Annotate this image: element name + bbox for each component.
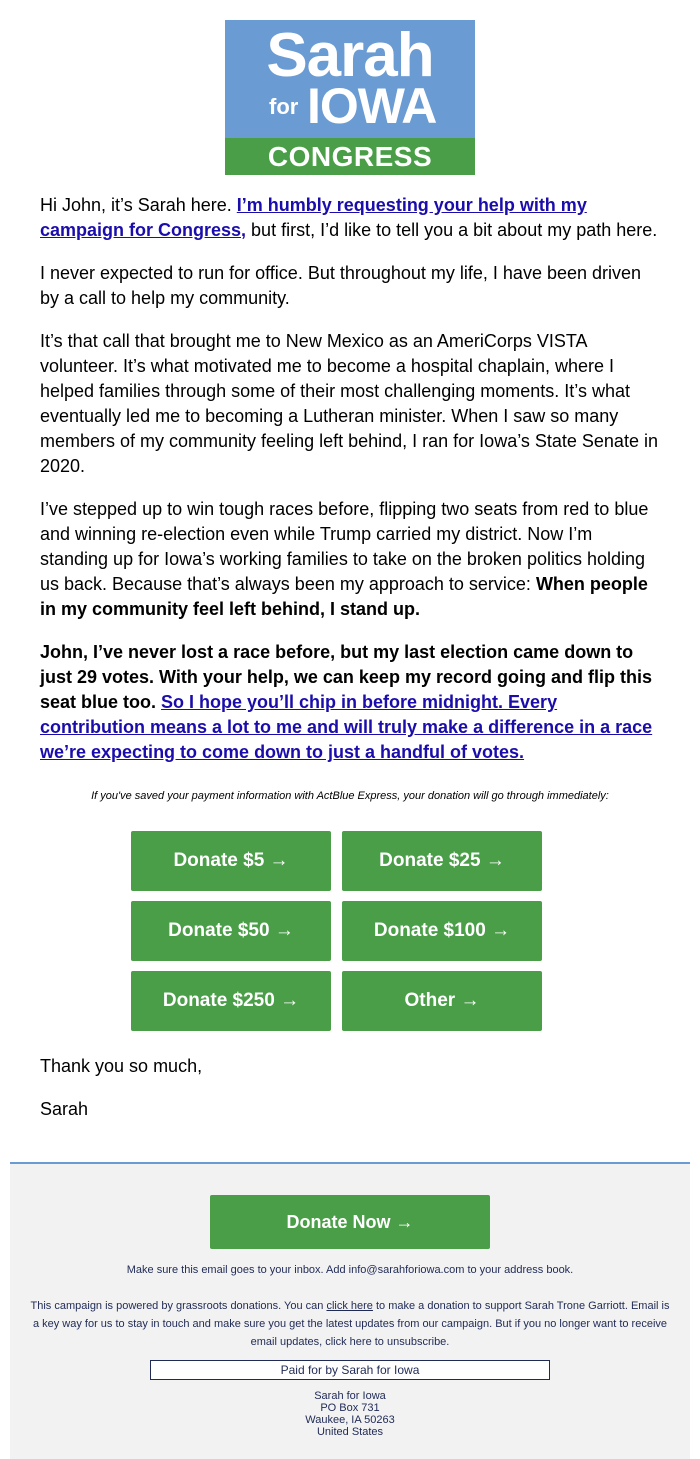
click-here-link[interactable]: click here [326,1300,373,1312]
paragraph-ask [40,640,662,765]
paragraph-record [40,497,662,622]
powered-by-note [30,1297,670,1351]
donate-25-button[interactable]: Donate $25 → [342,831,542,891]
inbox-note: Make sure this email goes to your inbox. Add info@sarahforiowa.com to your address book. [126,1264,574,1276]
record-text: I’ve stepped up to win tough races before, flipping two seats from red to blue and winning re-election even while Trump carried my district. Now I’m standing up for Iowa’s working families to take on the broken politics holding us back. Because that’s always been my approach to service: [40,499,649,594]
donate-5-button[interactable]: Donate $5 → [131,831,331,891]
intro-paragraph [40,193,662,243]
address-line-4: United States [316,1426,384,1438]
intro-text-end: but first, I’d like to tell you a bit about my path here. [246,220,658,240]
donate-50-button[interactable]: Donate $50 → [131,901,331,961]
paid-for-box: Paid for by Sarah for Iowa [150,1360,550,1380]
ask-bold-text: John, I’ve never lost a race before, but my last election came down to just 29 votes. With your help, we can keep my record going and flip this seat blue too. [40,642,652,712]
logo-iowa: IOWA [307,78,437,134]
logo-for: for [269,94,299,119]
address-line-3: Waukee, IA 50263 [305,1414,395,1426]
address-line-1: Sarah for Iowa [314,1390,386,1402]
email-footer [10,1162,690,1459]
signoff: Thank you so much, [40,1056,203,1076]
donate-now-button[interactable]: Donate Now → [210,1195,490,1249]
address-line-2: PO Box 731 [320,1402,380,1414]
intro-text: Hi John, it’s Sarah here. [40,195,237,215]
request-help-link[interactable]: I’m humbly requesting your help with my campaign for Congress, [40,195,587,240]
logo-blue-block [225,20,475,138]
powered-text: This campaign is powered by grassroots donations. You can [30,1300,327,1312]
paragraph-calling: I never expected to run for office. But throughout my life, I have been driven by a call to help my community. [40,263,642,308]
donate-250-button[interactable]: Donate $250 → [131,971,331,1031]
logo-name: Sarah [266,21,434,90]
paragraph-background: It’s that call that brought me to New Mexico as an AmeriCorps VISTA volunteer. It’s what motivated me to become a hospital chaplain, where I helped families through some of their most challenging moments. It’s what eventually led me to becoming a Lutheran minister. When I saw so many members of my community feeling left behind, I ran for Iowa’s State Senate in 2020. [40,331,658,476]
chip-in-link[interactable]: So I hope you’ll chip in before midnight. Every contribution means a lot to me and will truly make a difference in a race we’re expecting to come down to just a handful of votes. [40,692,653,762]
donate-other-button[interactable]: Other → [342,971,542,1031]
donate-100-button[interactable]: Donate $100 → [342,901,542,961]
logo-green-block [225,138,475,175]
powered-text-end: to make a donation to support Sarah Trone Garriott. Email is a key way for us to stay in touch and make sure you get the latest updates from our campaign. But if you no longer want to receive email updates, click here to unsubscribe. [32,1300,670,1348]
logo-congress: CONGRESS [267,141,433,172]
actblue-note: If you've saved your payment information with ActBlue Express, your donation will go through immediately: [91,790,609,802]
signature: Sarah [40,1099,89,1119]
campaign-logo [225,20,475,175]
record-bold-text: When people in my community feel left behind, I stand up. [40,574,648,619]
